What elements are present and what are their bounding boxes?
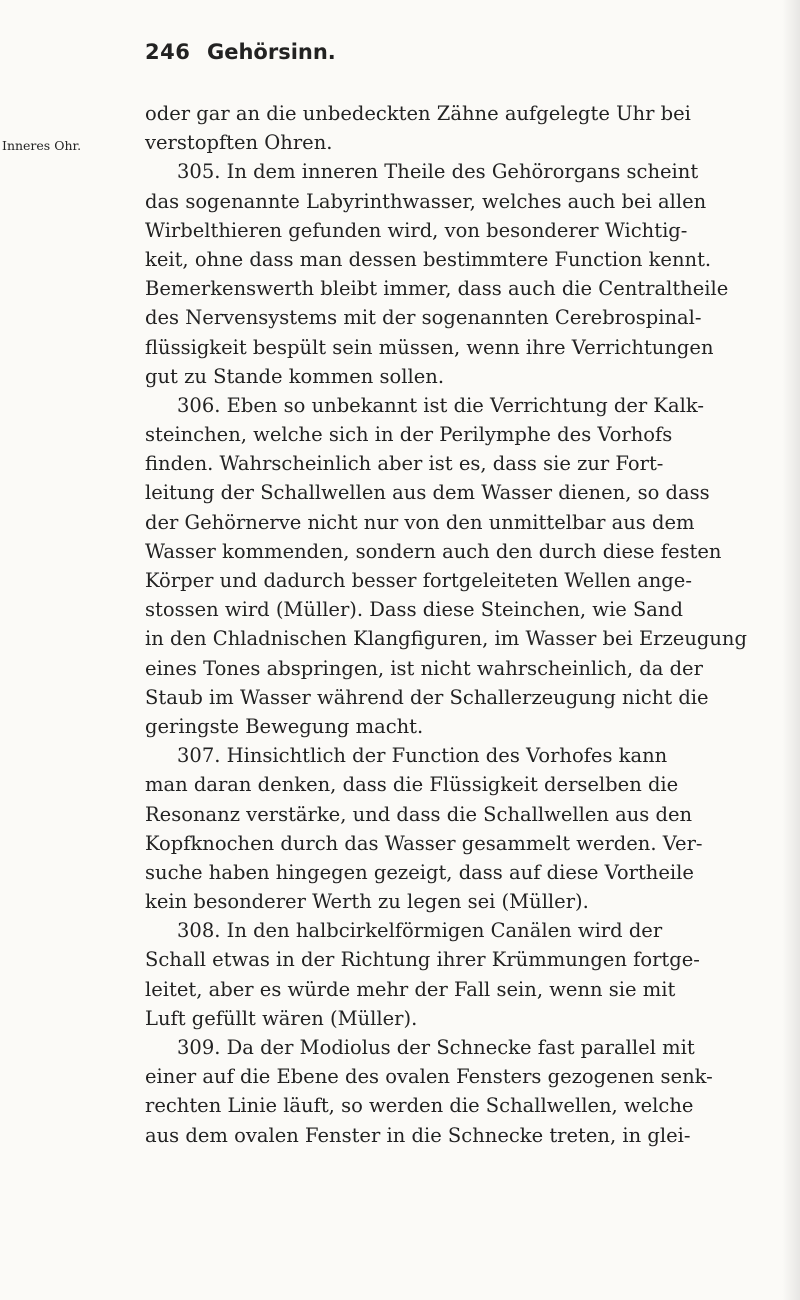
text-line: rechten Linie läuft, so werden die Schallwellen, welche bbox=[145, 1094, 694, 1118]
text-line: Luft gefüllt wären (Müller). bbox=[145, 1006, 418, 1030]
margin-note: Inneres Ohr. bbox=[2, 138, 82, 153]
text-line: steinchen, welche sich in der Perilymphe des Vorhofs bbox=[145, 423, 673, 447]
text-line: in den Chladnischen Klangfiguren, im Wasser bei Erzeugung bbox=[145, 627, 747, 651]
text-line: keit, ohne dass man dessen bestimmtere Function kennt. bbox=[145, 247, 712, 271]
text-line: kein besonderer Werth zu legen sei (Müller). bbox=[145, 890, 589, 914]
text-line: des Nervensystems mit der sogenannten Cerebrospinal- bbox=[145, 306, 702, 330]
text-line: Körper und dadurch besser fortgeleiteten Wellen ange- bbox=[145, 569, 692, 592]
text-line: Kopfknochen durch das Wasser gesammelt werden. Ver- bbox=[145, 831, 703, 855]
text-line: 309. Da der Modiolus der Schnecke fast parallel mit bbox=[177, 1036, 695, 1059]
body-text bbox=[145, 99, 785, 1150]
text-line: suche haben hingegen gezeigt, dass auf diese Vortheile bbox=[145, 860, 694, 884]
text-line: flüssigkeit bespült sein müssen, wenn ihre Verrichtungen bbox=[145, 335, 714, 359]
text-line: leitung der Schallwellen aus dem Wasser dienen, so dass bbox=[145, 481, 710, 505]
text-line: 307. Hinsichtlich der Function des Vorhofes kann bbox=[177, 744, 668, 768]
text-line: eines Tones abspringen, ist nicht wahrscheinlich, da der bbox=[145, 656, 703, 680]
text-line: Bemerkenswerth bleibt immer, dass auch die Centraltheile bbox=[145, 277, 729, 301]
text-line: das sogenannte Labyrinthwasser, welches auch bei allen bbox=[145, 189, 707, 213]
text-line: verstopften Ohren. bbox=[145, 131, 333, 155]
text-line: aus dem ovalen Fenster in die Schnecke treten, in glei- bbox=[145, 1123, 691, 1147]
text-line: 308. In den halbcirkelförmigen Canälen wird der bbox=[177, 919, 663, 943]
page-number: 246 bbox=[145, 40, 191, 64]
text-line: Schall etwas in der Richtung ihrer Krümmungen fortge- bbox=[145, 948, 700, 972]
text-line: man daran denken, dass die Flüssigkeit derselben die bbox=[145, 773, 679, 797]
text-line: Wirbelthieren gefunden wird, von besonderer Wichtig- bbox=[145, 218, 688, 242]
text-line: Wasser kommenden, sondern auch den durch diese festen bbox=[145, 539, 722, 563]
text-line: der Gehörnerve nicht nur von den unmittelbar aus dem bbox=[145, 510, 695, 534]
text-line: stossen wird (Müller). Dass diese Steinchen, wie Sand bbox=[145, 598, 683, 622]
text-line: oder gar an die unbedeckten Zähne aufgelegte Uhr bei bbox=[145, 102, 691, 125]
page-header bbox=[0, 40, 800, 90]
text-line: Resonanz verstärke, und dass die Schallwellen aus den bbox=[145, 802, 693, 826]
text-line: finden. Wahrscheinlich aber ist es, dass sie zur Fort- bbox=[145, 452, 664, 476]
text-line: 305. In dem inneren Theile des Gehörorgans scheint bbox=[177, 160, 699, 184]
text-line: 306. Eben so unbekannt ist die Verrichtung der Kalk- bbox=[177, 393, 704, 417]
text-line: einer auf die Ebene des ovalen Fensters gezogenen senk- bbox=[145, 1065, 713, 1089]
running-title: Gehörsinn. bbox=[207, 40, 336, 64]
text-line: leitet, aber es würde mehr der Fall sein, wenn sie mit bbox=[145, 977, 676, 1001]
text-line: geringste Bewegung macht. bbox=[145, 714, 424, 738]
text-line: gut zu Stande kommen sollen. bbox=[145, 364, 445, 388]
text-line: Staub im Wasser während der Schallerzeugung nicht die bbox=[145, 685, 709, 709]
